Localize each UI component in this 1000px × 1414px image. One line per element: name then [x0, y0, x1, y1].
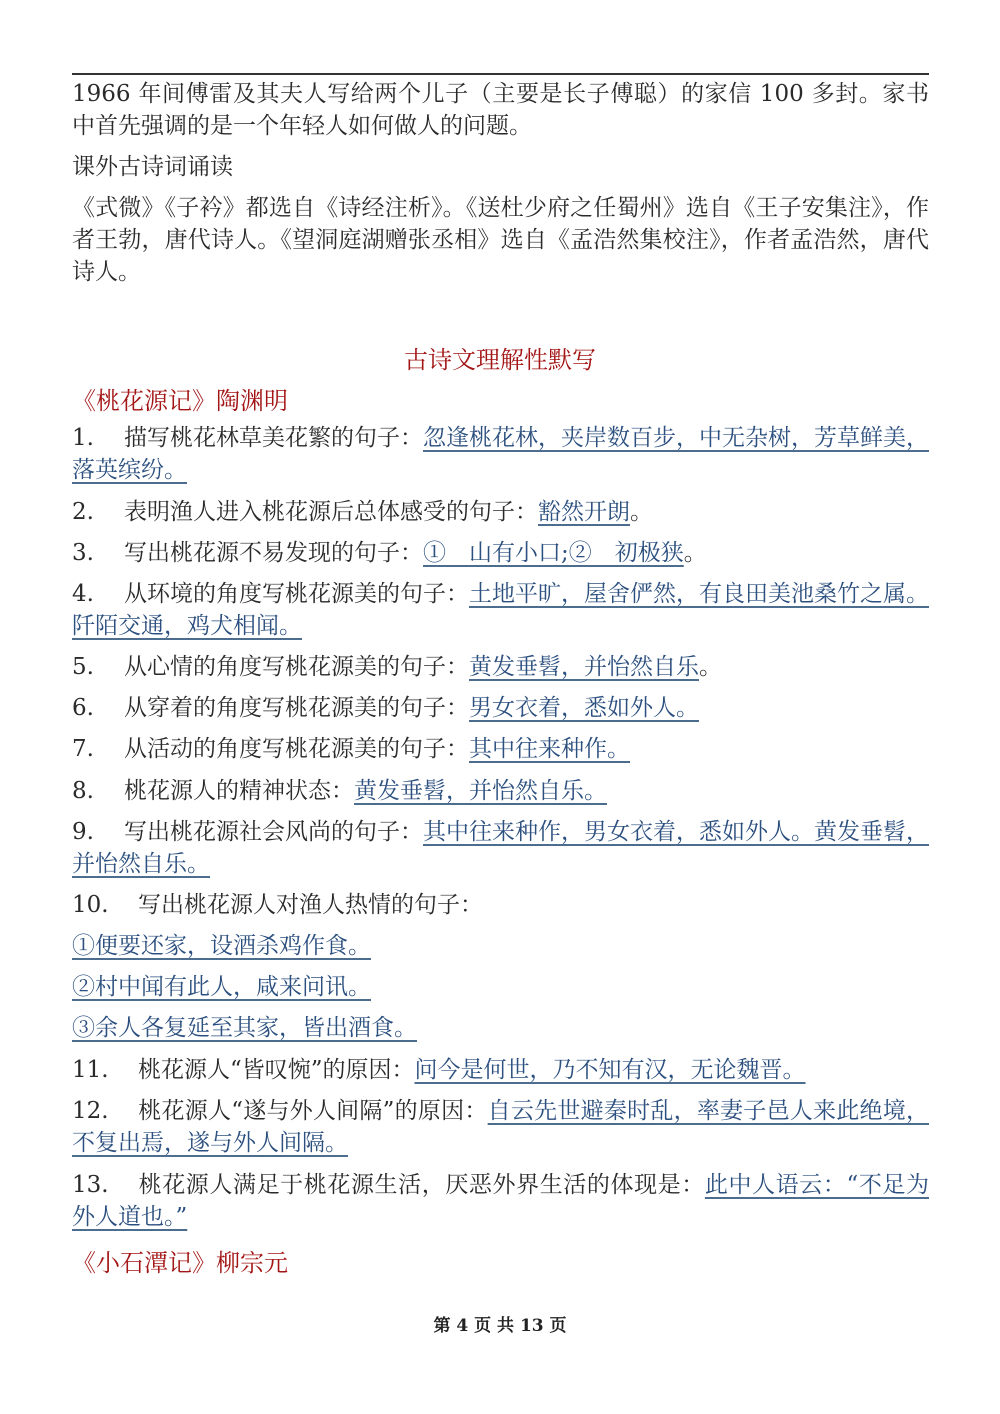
- item-5: [72, 651, 929, 683]
- item-question: 写出桃花源不易发现的句子：: [124, 540, 423, 566]
- subtitle-xiaoshitan: 《小石潭记》柳宗元: [72, 1249, 288, 1277]
- item-number: 3.: [72, 540, 94, 566]
- item-question: 从心情的角度写桃花源美的句子：: [124, 654, 469, 680]
- item-answer: 其中往来种作，男女衣着，悉如外人。黄发垂髫，并怡然自乐。: [72, 819, 929, 877]
- item-answer: 此中人语云：“不足为外人道也。”: [72, 1172, 930, 1230]
- item-answer: 忽逢桃花林，夹岸数百步，中无杂树，芳草鲜美，落英缤纷。: [72, 425, 929, 483]
- item-number: 5.: [72, 654, 94, 680]
- item-10-answer-2: [72, 971, 929, 1003]
- item-question: 桃花源人“皆叹惋”的原因：: [138, 1057, 415, 1083]
- item-number: 7.: [72, 736, 94, 762]
- item-10-answer-3: [72, 1012, 929, 1044]
- page-footer: 第 4 页 共 13 页: [433, 1316, 567, 1336]
- item-12: [72, 1095, 929, 1159]
- item-tail: 。: [699, 654, 722, 680]
- item-question: 表明渔人进入桃花源后总体感受的句子：: [124, 499, 538, 525]
- item-answer: ③余人各复延至其家，皆出酒食。: [72, 1015, 417, 1041]
- item-10: [72, 889, 929, 921]
- subtitle-taohuayuan: 《桃花源记》陶渊明: [72, 387, 288, 415]
- intro-sources: 《式微》《子衿》都选自《诗经注析》。《送杜少府之任蜀州》选自《王子安集注》，作者王勃，唐代诗人。《望洞庭湖赠张丞相》选自《孟浩然集校注》，作者孟浩然，唐代诗人。: [72, 195, 929, 285]
- item-answer: 其中往来种作。: [469, 736, 630, 762]
- item-tail: 。: [630, 499, 653, 525]
- item-answer: 黄发垂髫，并怡然自乐。: [354, 778, 607, 804]
- intro-paragraph: 1966 年间傅雷及其夫人写给两个儿子（主要是长子傅聪）的家信 100 多封。家书中首先强调的是一个年轻人如何做人的问题。: [72, 81, 929, 139]
- item-answer: ① 山有小口;② 初极狭: [423, 540, 684, 566]
- item-10-answer-1: [72, 930, 929, 962]
- item-answer: 黄发垂髫，并怡然自乐: [469, 654, 699, 680]
- item-number: 1.: [72, 425, 94, 451]
- item-3: [72, 537, 929, 569]
- item-4: [72, 578, 929, 642]
- item-number: 13.: [72, 1172, 109, 1198]
- item-question: 从穿着的角度写桃花源美的句子：: [124, 695, 469, 721]
- item-number: 8.: [72, 778, 94, 804]
- item-answer: 土地平旷，屋舍俨然，有良田美池桑竹之属。阡陌交通，鸡犬相闻。: [72, 581, 929, 639]
- item-2: [72, 496, 929, 528]
- top-rule: [72, 73, 929, 75]
- item-answer: 自云先世避秦时乱，率妻子邑人来此绝境，不复出焉，遂与外人间隔。: [72, 1098, 929, 1156]
- item-answer: ②村中闻有此人，咸来问讯。: [72, 974, 371, 1000]
- item-1: [72, 422, 929, 486]
- item-answer: 男女衣着，悉如外人。: [469, 695, 699, 721]
- item-number: 12.: [72, 1098, 109, 1124]
- item-question: 桃花源人满足于桃花源生活，厌恶外界生活的体现是：: [138, 1172, 705, 1198]
- item-number: 4.: [72, 581, 94, 607]
- item-question: 桃花源人“遂与外人间隔”的原因：: [138, 1098, 488, 1124]
- item-8: [72, 775, 929, 807]
- item-11: [72, 1054, 929, 1086]
- item-answer: 问今是何世，乃不知有汉，无论魏晋。: [414, 1057, 806, 1083]
- item-number: 9.: [72, 819, 94, 845]
- item-number: 2.: [72, 499, 94, 525]
- item-number: 11.: [72, 1057, 109, 1083]
- item-question: 描写桃花林草美花繁的句子：: [124, 425, 423, 451]
- intro-heading: 课外古诗词诵读: [72, 154, 233, 180]
- item-9: [72, 816, 929, 880]
- item-number: 10.: [72, 892, 109, 918]
- section-title: 古诗文理解性默写: [404, 346, 596, 374]
- item-tail: 。: [683, 540, 707, 566]
- item-answer: ①便要还家，设酒杀鸡作食。: [72, 933, 371, 959]
- item-question: 从环境的角度写桃花源美的句子：: [124, 581, 469, 607]
- item-question: 写出桃花源人对渔人热情的句子：: [138, 892, 483, 918]
- item-6: [72, 692, 929, 724]
- item-7: [72, 733, 929, 765]
- item-question: 从活动的角度写桃花源美的句子：: [124, 736, 469, 762]
- item-question: 写出桃花源社会风尚的句子：: [124, 819, 423, 845]
- item-13: [72, 1169, 929, 1233]
- item-number: 6.: [72, 695, 94, 721]
- item-answer: 豁然开朗: [538, 499, 630, 525]
- item-question: 桃花源人的精神状态：: [124, 778, 354, 804]
